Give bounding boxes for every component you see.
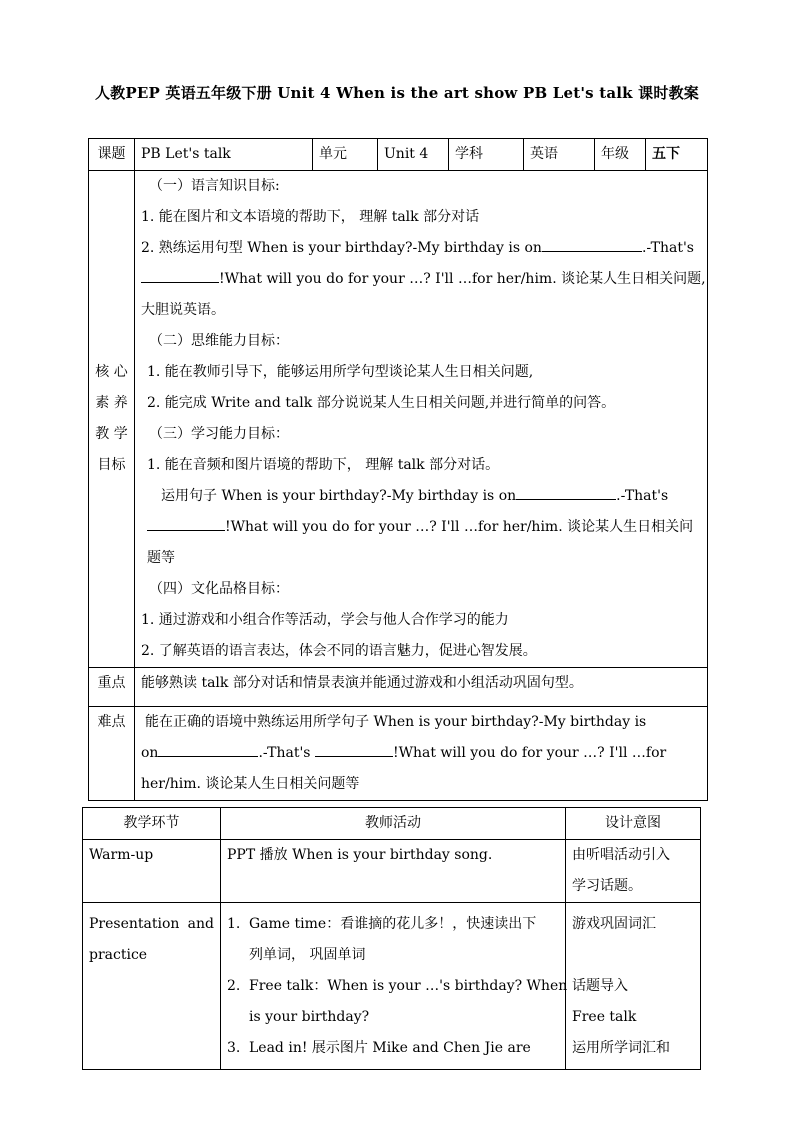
course-value: PB Let's talk xyxy=(135,139,313,171)
goal-line: 2. 能完成 Write and talk 部分说说某人生日相关问题,并进行简单的问答。 xyxy=(147,395,616,411)
difficulty-label: 难点 xyxy=(89,707,135,801)
goal-line: !What will you do for your …? I'll …for her/him. 谈论某人生日相关问题, xyxy=(141,264,701,295)
course-label: 课题 xyxy=(89,139,135,171)
goal-line: 1. 通过游戏和小组合作等活动，学会与他人合作学习的能力 xyxy=(141,612,509,628)
goal-line: 题等 xyxy=(147,550,175,566)
core-goals-content xyxy=(135,171,708,668)
subject-label: 学科 xyxy=(449,139,524,171)
warmup-activity: PPT 播放 When is your birthday song. xyxy=(221,840,566,903)
fill-blank xyxy=(542,237,642,252)
presentation-stage: Presentation and practice xyxy=(83,903,221,1070)
key-point-row xyxy=(89,668,708,707)
difficulty-content xyxy=(135,707,708,801)
warmup-row xyxy=(83,840,701,903)
core-goals-label: 核 心 素 养 教 学 目标 xyxy=(89,171,135,668)
presentation-row xyxy=(83,903,701,1070)
lesson-info-table xyxy=(88,138,708,801)
goal-line: 1. 能在教师引导下，能够运用所学句型谈论某人生日相关问题, xyxy=(147,364,534,380)
col-stage: 教学环节 xyxy=(83,808,221,840)
fill-blank xyxy=(158,742,258,757)
goal-line: 2. 了解英语的语言表达，体会不同的语言魅力，促进心智发展。 xyxy=(141,643,537,659)
difficulty-line: her/him. 谈论某人生日相关问题等 xyxy=(141,776,360,792)
warmup-stage: Warm-up xyxy=(83,840,221,903)
goal-section-title: （三）学习能力目标： xyxy=(149,426,289,442)
goal-section-title: （一）语言知识目标: xyxy=(149,178,280,194)
col-activity: 教师活动 xyxy=(221,808,566,840)
goal-line: 1. 能在音频和图片语境的帮助下， 理解 talk 部分对话。 xyxy=(147,457,500,473)
difficulty-line: on .-That's !What will you do for your …? I'll …for xyxy=(141,738,701,769)
grade-label: 年级 xyxy=(595,139,646,171)
difficulty-line: 能在正确的语境中熟练运用所学句子 When is your birthday?-My birthday is xyxy=(145,714,647,730)
subject-value: 英语 xyxy=(524,139,595,171)
core-goals-row xyxy=(89,171,708,668)
goal-line: 2. 熟练运用句型 When is your birthday?-My birthday is on .-That's xyxy=(141,233,701,264)
activity-item: 3. Lead in! 展示图片 Mike and Chen Jie are xyxy=(227,1040,531,1056)
presentation-intent: 游戏巩固词汇 话题导入 Free talk 运用所学词汇和 xyxy=(566,903,701,1070)
unit-label: 单元 xyxy=(313,139,378,171)
goal-line: 运用句子 When is your birthday?-My birthday is on .-That's xyxy=(141,481,701,512)
presentation-activity: 1. Game time：看谁摘的花儿多！，快速读出下 列单词， 巩固单词 2. Free talk：When is your …'s birthday? When is your birthday? 3. Lead in! 展示图片 Mike and Chen Jie are xyxy=(221,903,566,1070)
key-point-text: 能够熟读 talk 部分对话和情景表演并能通过游戏和小组活动巩固句型。 xyxy=(135,668,708,707)
activity-item: 1. Game time：看谁摘的花儿多！，快速读出下 xyxy=(227,916,537,932)
goal-section-title: （二）思维能力目标： xyxy=(149,333,289,349)
goal-section-title: （四）文化品格目标： xyxy=(149,581,289,597)
page-title: 人教PEP 英语五年级下册 Unit 4 When is the art show PB Let's talk 课时教案 xyxy=(94,84,699,102)
activity-item: 2. Free talk：When is your …'s birthday? When xyxy=(227,978,568,994)
teaching-process-table xyxy=(82,807,701,1070)
fill-blank xyxy=(141,268,219,283)
col-intent: 设计意图 xyxy=(566,808,701,840)
header-row xyxy=(89,139,708,171)
fill-blank xyxy=(315,742,393,757)
fill-blank xyxy=(516,485,616,500)
fill-blank xyxy=(147,516,225,531)
unit-value: Unit 4 xyxy=(378,139,449,171)
grade-value: 五下 xyxy=(646,139,708,171)
goal-line: 大胆说英语。 xyxy=(141,302,225,318)
warmup-intent: 由听唱活动引入 学习话题。 xyxy=(566,840,701,903)
goal-line: 1. 能在图片和文本语境的帮助下， 理解 talk 部分对话 xyxy=(141,209,480,225)
goal-line: !What will you do for your …? I'll …for her/him. 谈论某人生日相关问 xyxy=(141,512,701,543)
difficulty-row xyxy=(89,707,708,801)
key-point-label: 重点 xyxy=(89,668,135,707)
process-header-row xyxy=(83,808,701,840)
